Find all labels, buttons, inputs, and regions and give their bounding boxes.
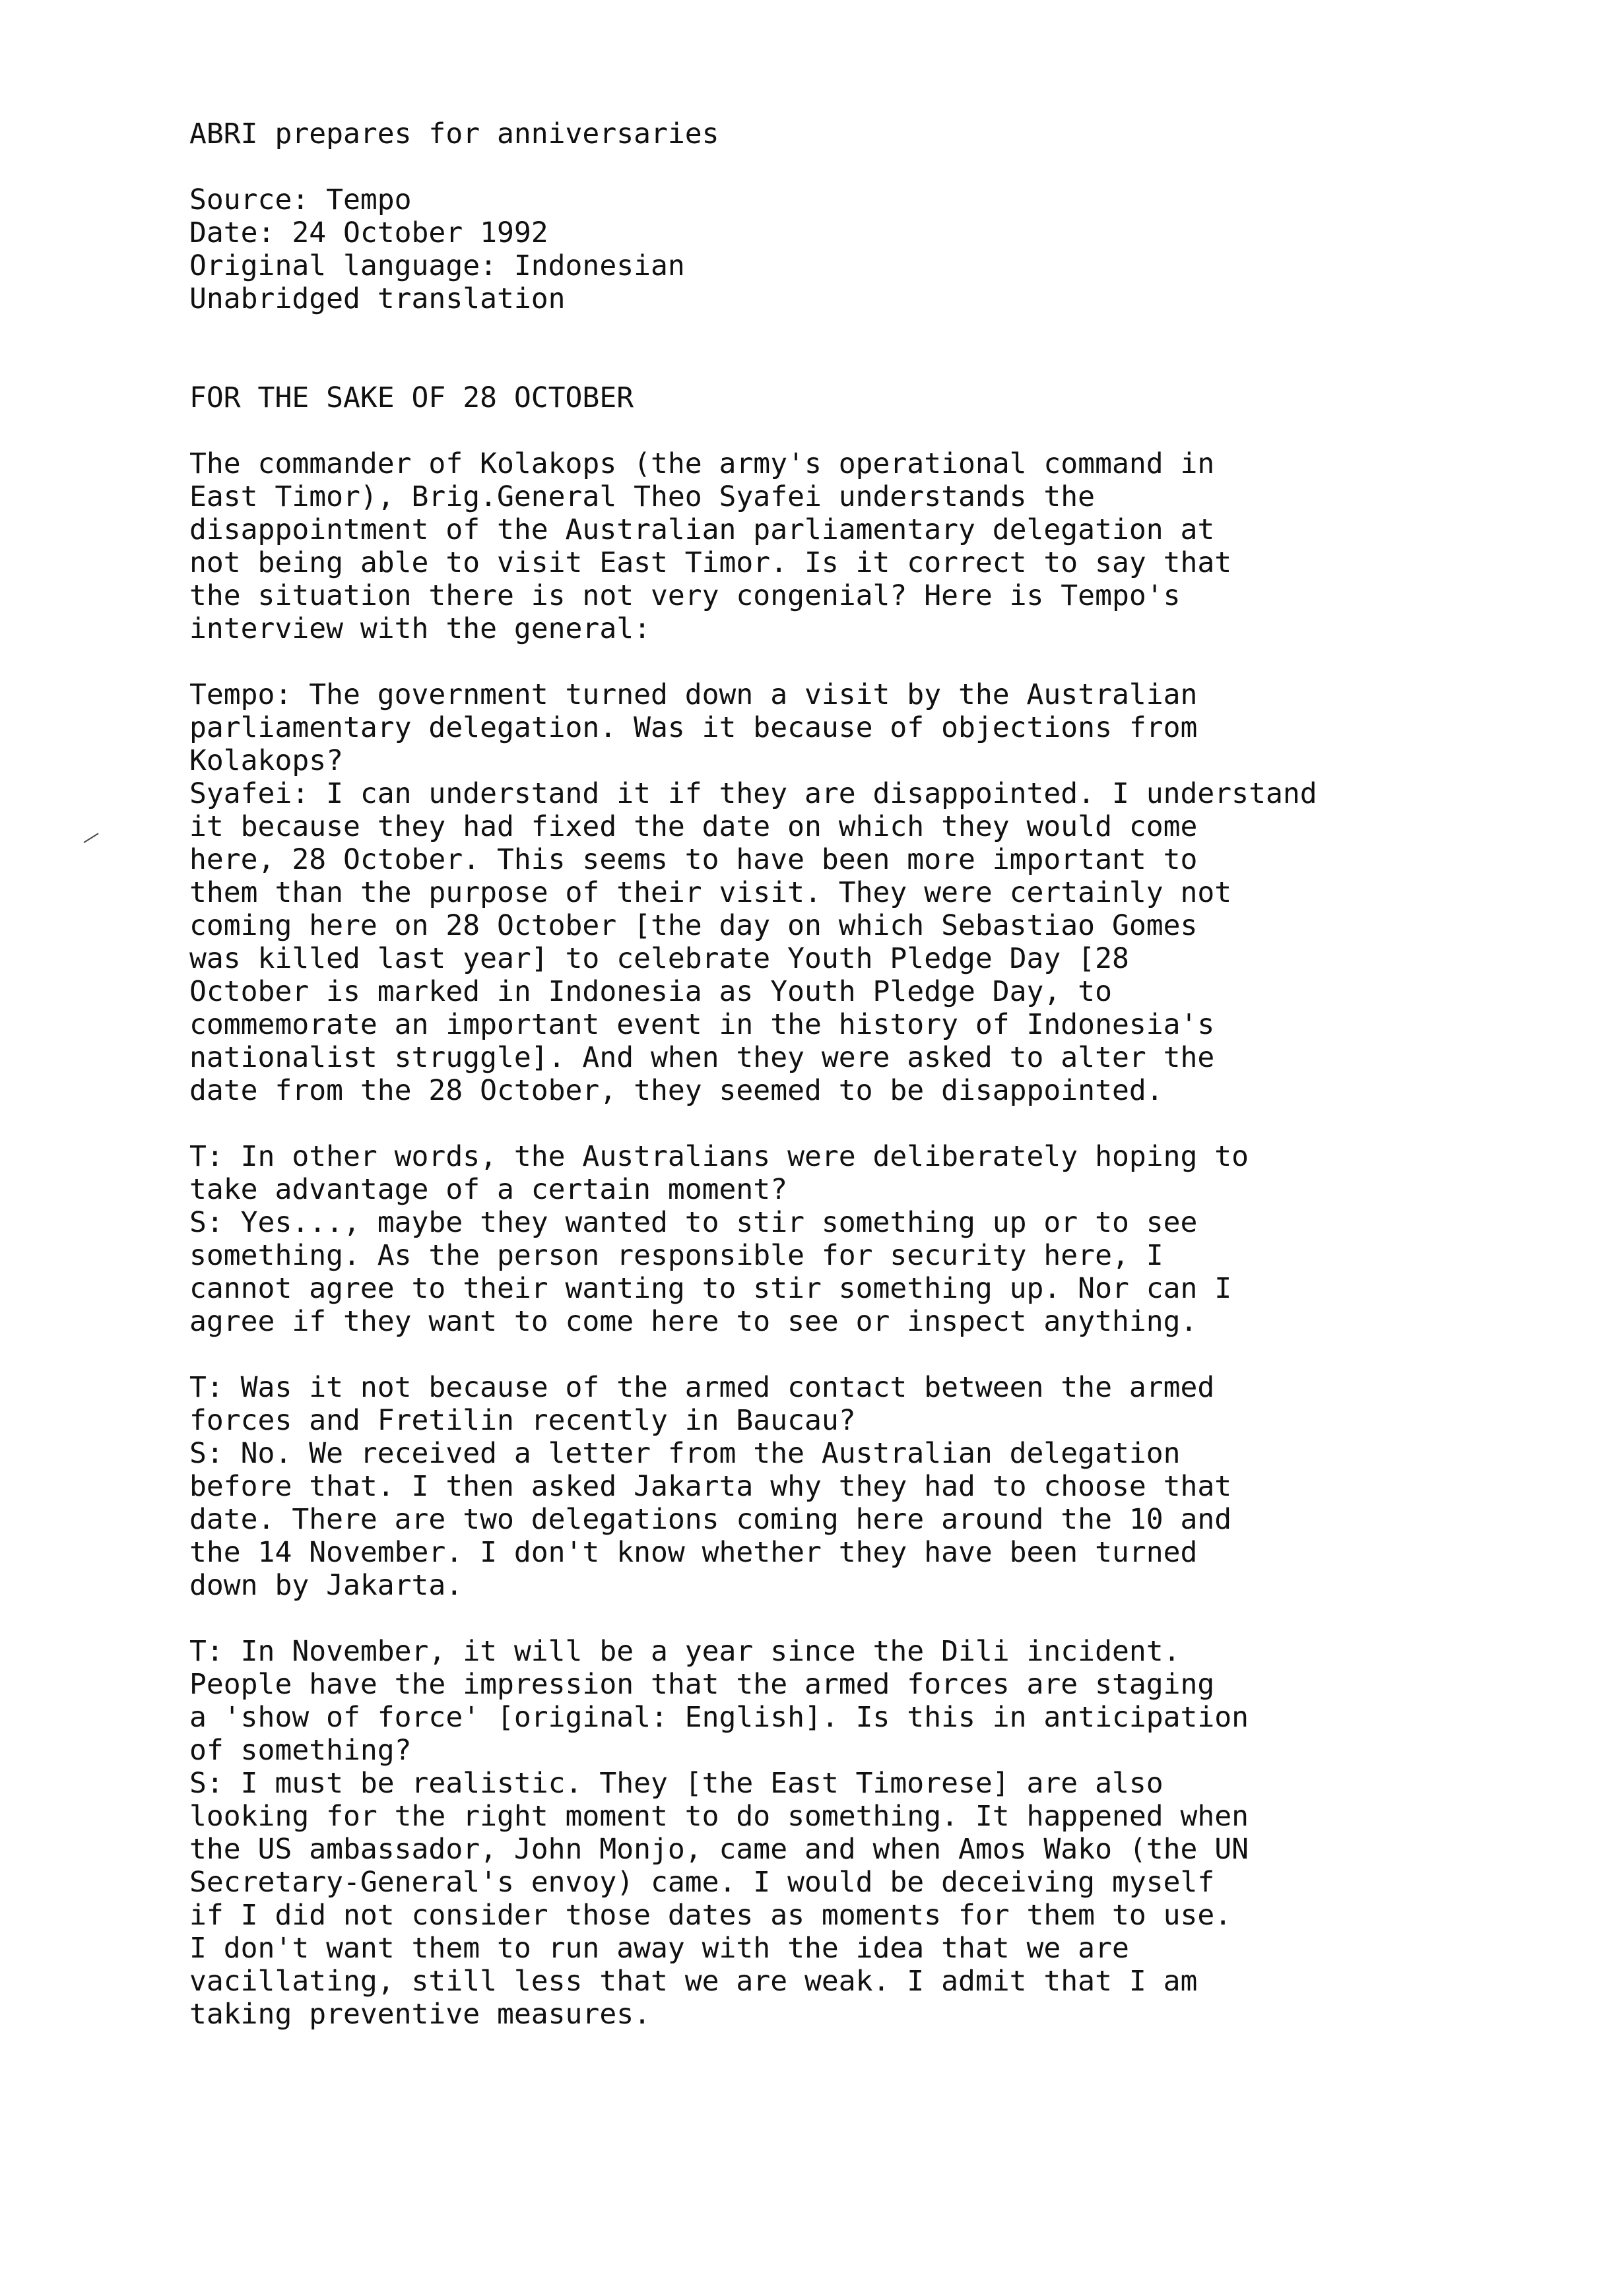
text-line: forces and Fretilin recently in Baucau?	[189, 1404, 856, 1437]
text-line: T: Was it not because of the armed contact between the armed	[189, 1371, 1215, 1404]
text-line: looking for the right moment to do something. It happened when	[189, 1800, 1249, 1833]
text-line: taking preventive measures.	[189, 1998, 651, 2031]
meta-translation: Unabridged translation	[189, 282, 566, 315]
text-line: the 14 November. I don't know whether they have been turned	[189, 1536, 1198, 1569]
text-line: date from the 28 October, they seemed to be disappointed.	[189, 1074, 1163, 1107]
text-line: take advantage of a certain moment?	[189, 1173, 788, 1206]
text-line: the situation there is not very congenial? Here is Tempo's	[189, 579, 1181, 612]
text-line: October is marked in Indonesia as Youth Pledge Day, to	[189, 975, 1112, 1008]
text-line: not being able to visit East Timor. Is it correct to say that	[189, 546, 1232, 579]
text-line: disappointment of the Australian parliamentary delegation at	[189, 513, 1215, 546]
text-line: here, 28 October. This seems to have been more important to	[189, 843, 1198, 876]
text-line: parliamentary delegation. Was it because of objections from	[189, 711, 1198, 744]
text-line: Syafei: I can understand it if they are disappointed. I understand	[189, 777, 1317, 810]
text-line: a 'show of force' [original: English]. Is this in anticipation	[189, 1701, 1249, 1734]
paragraph-intro	[189, 447, 1575, 645]
meta-source: Source: Tempo	[189, 183, 412, 216]
document-page	[189, 117, 1575, 2031]
paragraph-qa-1	[189, 678, 1575, 1107]
text-line: the US ambassador, John Monjo, came and when Amos Wako (the UN	[189, 1833, 1249, 1866]
text-line: cannot agree to their wanting to stir something up. Nor can I	[189, 1272, 1232, 1305]
paragraph-qa-4	[189, 1635, 1575, 2031]
text-line: down by Jakarta.	[189, 1569, 463, 1602]
section-heading: FOR THE SAKE OF 28 OCTOBER	[189, 381, 634, 414]
text-line: of something?	[189, 1734, 412, 1767]
text-line: T: In November, it will be a year since the Dili incident.	[189, 1635, 1181, 1668]
text-line: T: In other words, the Australians were deliberately hoping to	[189, 1140, 1249, 1173]
text-line: The commander of Kolakops (the army's operational command in	[189, 447, 1215, 480]
text-line: them than the purpose of their visit. They were certainly not	[189, 876, 1232, 909]
paragraph-qa-2	[189, 1140, 1575, 1338]
text-line: nationalist struggle]. And when they were asked to alter the	[189, 1041, 1215, 1074]
text-line: Tempo: The government turned down a visit by the Australian	[189, 678, 1198, 711]
text-line: commemorate an important event in the history of Indonesia's	[189, 1008, 1215, 1041]
document-title: ABRI prepares for anniversaries	[189, 117, 719, 150]
text-line: date. There are two delegations coming here around the 10 and	[189, 1503, 1232, 1536]
text-line: agree if they want to come here to see or inspect anything.	[189, 1305, 1198, 1338]
text-line: before that. I then asked Jakarta why they had to choose that	[189, 1470, 1232, 1503]
text-line: I don't want them to run away with the idea that we are	[189, 1932, 1129, 1965]
text-line: if I did not consider those dates as moments for them to use.	[189, 1899, 1232, 1932]
text-line: coming here on 28 October [the day on which Sebastiao Gomes	[189, 909, 1198, 942]
meta-date: Date: 24 October 1992	[189, 216, 548, 249]
text-line: something. As the person responsible for security here, I	[189, 1239, 1163, 1272]
text-line: vacillating, still less that we are weak. I admit that I am	[189, 1965, 1198, 1998]
text-line: Kolakops?	[189, 744, 343, 777]
paragraph-qa-3	[189, 1371, 1575, 1602]
document-meta	[189, 183, 1575, 315]
text-line: Secretary-General's envoy) came. I would be deceiving myself	[189, 1866, 1215, 1899]
text-line: People have the impression that the armed forces are staging	[189, 1668, 1215, 1701]
text-line: S: No. We received a letter from the Australian delegation	[189, 1437, 1181, 1470]
text-line: S: Yes..., maybe they wanted to stir something up or to see	[189, 1206, 1198, 1239]
text-line: was killed last year] to celebrate Youth Pledge Day [28	[189, 942, 1129, 975]
meta-language: Original language: Indonesian	[189, 249, 685, 282]
text-line: interview with the general:	[189, 612, 651, 645]
margin-pen-mark	[83, 833, 98, 843]
text-line: it because they had fixed the date on which they would come	[189, 810, 1198, 843]
text-line: East Timor), Brig.General Theo Syafei understands the	[189, 480, 1096, 513]
text-line: S: I must be realistic. They [the East Timorese] are also	[189, 1767, 1163, 1800]
